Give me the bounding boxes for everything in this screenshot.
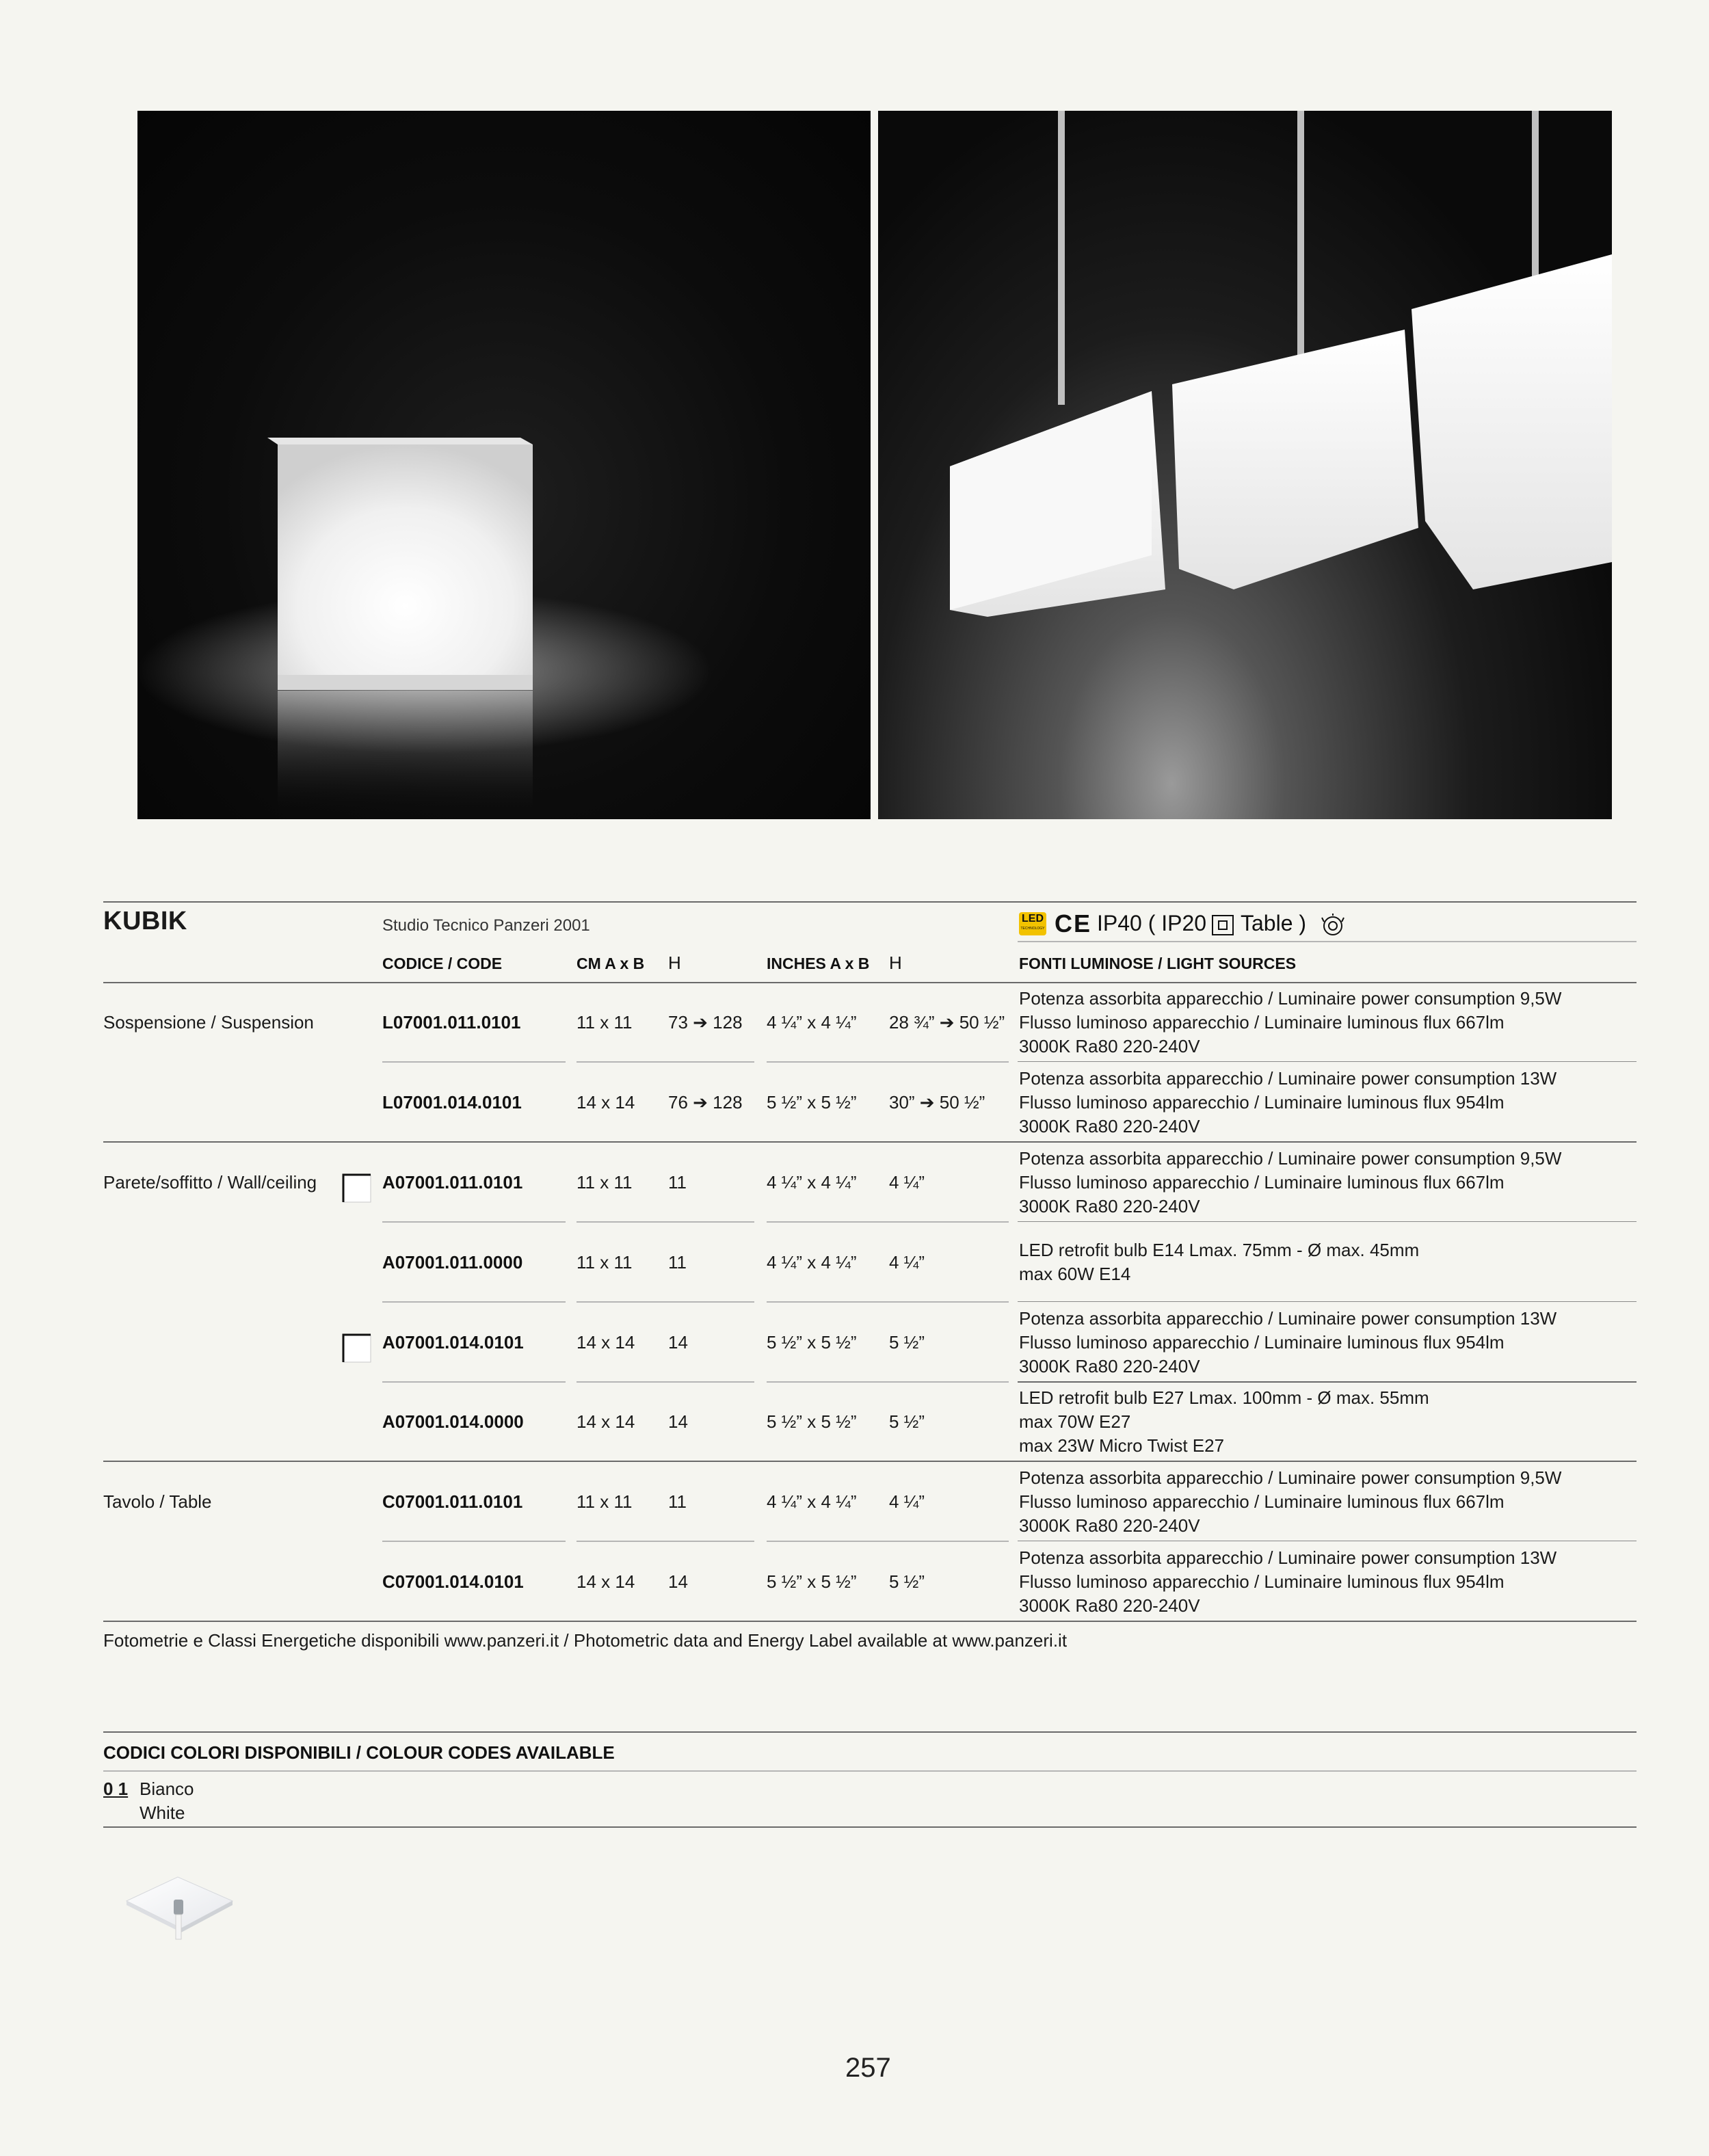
row-in-h: 5 ½” <box>889 1571 925 1592</box>
row-separator <box>577 1381 754 1383</box>
table-lamp-illustration <box>137 111 871 819</box>
row-in-h: 4 ¼” <box>889 1172 925 1193</box>
desc-line: 3000K Ra80 220-240V <box>1019 1515 1200 1536</box>
desc-line: LED retrofit bulb E27 Lmax. 100mm - Ø max. 55mm <box>1019 1387 1429 1408</box>
row-description <box>1019 987 1561 1059</box>
product-photo-table-lamp <box>137 111 871 819</box>
double-insulation-icon <box>1212 915 1234 935</box>
row-separator <box>577 1541 754 1542</box>
row-separator <box>382 1381 566 1383</box>
row-code: C07001.014.0101 <box>382 1571 524 1592</box>
desc-line: Potenza assorbita apparecchio / Luminaire power consumption 13W <box>1019 1308 1557 1329</box>
colours-heading-rule <box>103 1770 1637 1772</box>
suspension-lamps-illustration <box>878 111 1612 819</box>
ip-rating-text: IP40 ( IP20 <box>1097 911 1207 935</box>
row-cm-h: 14 <box>668 1571 688 1592</box>
photometric-footnote: Fotometrie e Classi Energetiche disponibili www.panzeri.it / Photometric data and Energy Label available at www.panzeri.it <box>103 1630 1068 1651</box>
desc-line: Flusso luminoso apparecchio / Luminaire luminous flux 954lm <box>1019 1571 1505 1592</box>
col-header-inches-h: H <box>889 953 902 973</box>
row-cm-ab: 11 x 11 <box>577 1491 633 1512</box>
desc-line: max 60W E14 <box>1019 1264 1131 1284</box>
desc-line: Potenza assorbita apparecchio / Luminaire power consumption 13W <box>1019 1068 1557 1089</box>
row-cm-h: 11 <box>668 1491 687 1512</box>
row-cm-ab: 11 x 11 <box>577 1012 633 1033</box>
desc-line: LED retrofit bulb E14 Lmax. 75mm - Ø max. 45mm <box>1019 1240 1420 1260</box>
row-code: C07001.011.0101 <box>382 1491 523 1512</box>
lamp-replace-icon <box>1320 914 1346 942</box>
desc-line: Potenza assorbita apparecchio / Luminaire power consumption 9,5W <box>1019 1148 1562 1169</box>
row-in-ab: 4 ¼” x 4 ¼” <box>767 1252 857 1273</box>
desc-line: 3000K Ra80 220-240V <box>1019 1196 1200 1216</box>
col-header-inches: INCHES A x B <box>767 955 870 972</box>
desc-line: 3000K Ra80 220-240V <box>1019 1356 1200 1376</box>
row-cm-ab: 14 x 14 <box>577 1571 635 1592</box>
table-rating-text: Table ) <box>1241 911 1307 935</box>
row-separator <box>767 1381 1009 1383</box>
led-badge-icon <box>1019 912 1046 935</box>
wall-mount-icon <box>342 1173 372 1203</box>
desc-line: Flusso luminoso apparecchio / Luminaire luminous flux 954lm <box>1019 1332 1505 1353</box>
row-cm-h: 76 ➔ 128 <box>668 1092 743 1113</box>
desc-line: 3000K Ra80 220-240V <box>1019 1595 1200 1616</box>
table-bottom-rule <box>103 1621 1637 1622</box>
row-separator <box>1018 1061 1637 1062</box>
colours-bottom-rule <box>103 1826 1637 1828</box>
product-name: KUBIK <box>103 907 187 935</box>
row-description <box>1019 1386 1429 1458</box>
desc-line: max 70W E27 <box>1019 1411 1131 1432</box>
row-in-h: 4 ¼” <box>889 1491 925 1512</box>
desc-line: Potenza assorbita apparecchio / Luminaire power consumption 13W <box>1019 1547 1557 1568</box>
row-in-ab: 4 ¼” x 4 ¼” <box>767 1172 857 1193</box>
col-header-cm-h: H <box>668 953 681 973</box>
row-separator <box>767 1221 1009 1223</box>
row-code: A07001.011.0000 <box>382 1252 523 1273</box>
row-in-ab: 5 ½” x 5 ½” <box>767 1092 857 1113</box>
col-header-code: CODICE / CODE <box>382 955 503 972</box>
row-in-h: 5 ½” <box>889 1411 925 1432</box>
led-badge-subtext: TECHNOLOGY <box>1020 927 1045 931</box>
row-cm-ab: 11 x 11 <box>577 1172 633 1193</box>
row-separator <box>1018 1301 1637 1302</box>
row-in-ab: 5 ½” x 5 ½” <box>767 1571 857 1592</box>
product-designer: Studio Tecnico Panzeri 2001 <box>382 916 590 935</box>
row-in-h: 28 ¾” ➔ 50 ½” <box>889 1012 1005 1033</box>
row-separator <box>382 1301 566 1303</box>
row-in-ab: 4 ¼” x 4 ¼” <box>767 1012 857 1033</box>
row-in-ab: 5 ½” x 5 ½” <box>767 1332 857 1353</box>
row-separator <box>1018 1381 1637 1383</box>
row-description <box>1019 1238 1419 1286</box>
row-description <box>1019 1147 1561 1219</box>
row-separator <box>767 1061 1009 1063</box>
row-cm-h: 73 ➔ 128 <box>668 1012 743 1033</box>
row-code: L07001.014.0101 <box>382 1092 522 1113</box>
row-code: A07001.014.0101 <box>382 1332 524 1353</box>
desc-line: Potenza assorbita apparecchio / Luminaire power consumption 9,5W <box>1019 988 1562 1009</box>
col-header-sources: FONTI LUMINOSE / LIGHT SOURCES <box>1019 955 1297 972</box>
group-suspension: Sospensione / Suspension <box>103 1012 314 1033</box>
row-in-h: 4 ¼” <box>889 1252 925 1273</box>
row-description <box>1019 1466 1561 1538</box>
row-cm-h: 11 <box>668 1252 687 1273</box>
row-separator <box>767 1541 1009 1542</box>
desc-line: Flusso luminoso apparecchio / Luminaire luminous flux 954lm <box>1019 1092 1505 1113</box>
desc-line: max 23W Micro Twist E27 <box>1019 1435 1225 1456</box>
row-description <box>1019 1067 1556 1139</box>
row-separator <box>382 1541 566 1542</box>
row-cm-ab: 11 x 11 <box>577 1252 633 1273</box>
desc-line: Flusso luminoso apparecchio / Luminaire luminous flux 667lm <box>1019 1172 1505 1193</box>
row-separator <box>767 1301 1009 1303</box>
row-cm-h: 14 <box>668 1411 688 1432</box>
row-description <box>1019 1546 1556 1618</box>
row-in-h: 5 ½” <box>889 1332 925 1353</box>
row-cm-ab: 14 x 14 <box>577 1092 635 1113</box>
group-wall-ceiling: Parete/soffitto / Wall/ceiling <box>103 1172 317 1193</box>
row-code: L07001.011.0101 <box>382 1012 521 1033</box>
row-separator <box>577 1061 754 1063</box>
row-separator <box>577 1301 754 1303</box>
header-rule <box>1018 941 1637 942</box>
wall-mount-icon <box>342 1333 372 1363</box>
ce-mark: CE <box>1055 909 1092 937</box>
row-separator <box>1018 1221 1637 1222</box>
desc-line: Potenza assorbita apparecchio / Luminaire power consumption 9,5W <box>1019 1467 1562 1488</box>
page-number: 257 <box>845 2053 891 2083</box>
row-cm-h: 14 <box>668 1332 688 1353</box>
row-in-ab: 5 ½” x 5 ½” <box>767 1411 857 1432</box>
product-photo-suspension-lamps <box>878 111 1612 819</box>
row-separator <box>577 1221 754 1223</box>
row-in-ab: 4 ¼” x 4 ¼” <box>767 1491 857 1512</box>
headers-bottom-rule <box>103 982 1637 983</box>
group-separator <box>103 1461 1637 1462</box>
colours-top-rule <box>103 1731 1637 1733</box>
row-description <box>1019 1307 1556 1379</box>
row-separator <box>382 1221 566 1223</box>
col-header-cm: CM A x B <box>577 955 645 972</box>
row-cm-ab: 14 x 14 <box>577 1411 635 1432</box>
table-top-rule <box>103 901 1637 903</box>
colour-code: 0 1 <box>103 1779 129 1799</box>
ceiling-rose-image <box>120 1867 236 1949</box>
row-code: A07001.014.0000 <box>382 1411 524 1432</box>
colour-name-it: Bianco <box>140 1779 194 1799</box>
group-table: Tavolo / Table <box>103 1491 212 1512</box>
colour-name-en: White <box>140 1802 185 1823</box>
row-cm-ab: 14 x 14 <box>577 1332 635 1353</box>
row-in-h: 30” ➔ 50 ½” <box>889 1092 985 1113</box>
desc-line: Flusso luminoso apparecchio / Luminaire luminous flux 667lm <box>1019 1491 1505 1512</box>
led-badge-text: LED <box>1022 913 1044 924</box>
row-separator <box>382 1061 566 1063</box>
group-separator <box>103 1141 1637 1143</box>
desc-line: 3000K Ra80 220-240V <box>1019 1116 1200 1136</box>
desc-line: 3000K Ra80 220-240V <box>1019 1036 1200 1056</box>
row-code: A07001.011.0101 <box>382 1172 523 1193</box>
colours-heading: CODICI COLORI DISPONIBILI / COLOUR CODES AVAILABLE <box>103 1742 615 1763</box>
row-cm-h: 11 <box>668 1172 687 1193</box>
desc-line: Flusso luminoso apparecchio / Luminaire luminous flux 667lm <box>1019 1012 1505 1033</box>
